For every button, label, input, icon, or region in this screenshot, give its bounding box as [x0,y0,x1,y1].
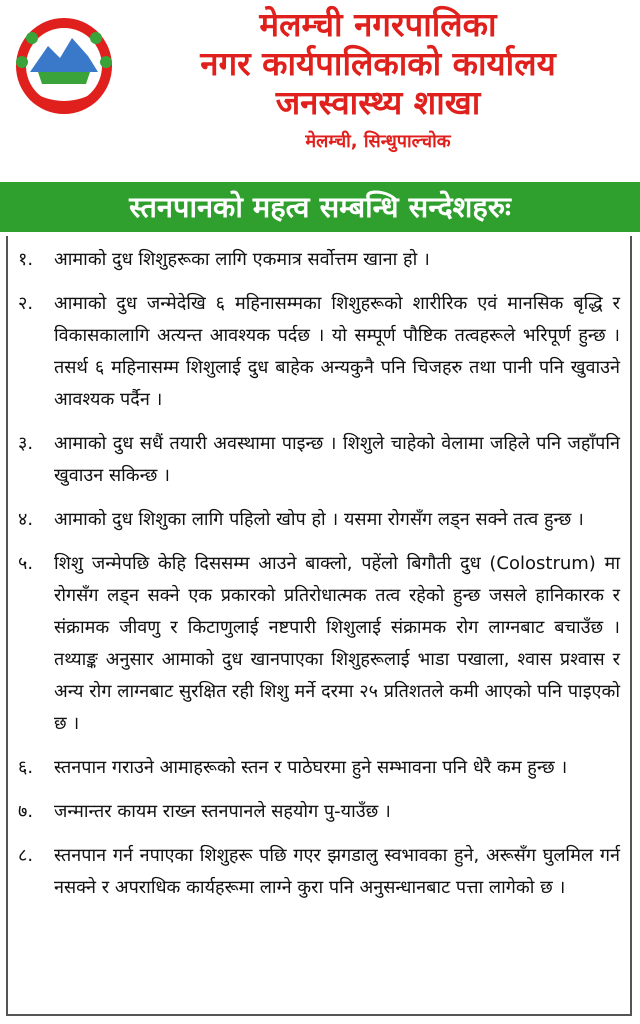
message-text: आमाको दुध जन्मेदेखि ६ महिनासम्मका शिशुहरूको शारीरिक एवं मानसिक बृद्धि र विकासकालागि अत्यन्त आवश्यक पर्दछ । यो सम्पूर्ण पौष्टिक तत्वहरूले भरिपूर्ण हुन्छ । तसर्थ ६ महिनासम्म शिशुलाई दुध बाहेक अन्यकुनै पनि चिजहरु तथा पानी पनि खुवाउने आवश्यक पर्दैन । [54,293,620,410]
messages-list [6,236,632,1016]
message-item [18,288,620,416]
office-title-block [118,6,638,153]
message-number: ८. [18,845,34,866]
location: मेलम्ची, सिन्धुपाल्चोक [305,130,451,152]
nepal-emblem-icon [8,10,120,122]
message-number: १. [18,249,34,270]
message-number: ३. [18,433,34,454]
message-number: ७. [18,801,34,822]
message-text: जन्मान्तर कायम राख्न स्तनपानले सहयोग पु-याउँछ । [54,801,391,822]
message-item [18,840,620,904]
message-text: स्तनपान गराउने आमाहरूको स्तन र पाठेघरमा हुने सम्भावना पनि धेरै कम हुन्छ । [54,757,568,778]
header [0,0,640,178]
municipality-name: मेलम्ची नगरपालिका [259,5,497,44]
office-name: नगर कार्यपालिकाको कार्यालय [200,43,556,83]
message-item [18,428,620,492]
message-item [18,752,620,784]
message-number: २. [18,293,34,314]
message-item [18,548,620,740]
section-name: जनस्वास्थ्य शाखा [275,82,481,122]
message-text: आमाको दुध शिशुहरूका लागि एकमात्र सर्वोत्तम खाना हो । [54,249,430,270]
message-item [18,504,620,536]
message-text: शिशु जन्मेपछि केहि दिससम्म आउने बाक्लो, पहेंलो बिगौती दुध (Colostrum) मा रोगसँग लड्न सक्ने एक प्रकारको प्रतिरोधात्मक तत्व रहेको हुन्छ जसले हानिकारक र संक्रामक जीवणु र किटाणुलाई नष्टपारी शिशुलाई संक्रामक रोग लाग्नबाट बचाउँछ । तथ्याङ्क अनुसार आमाको दुध खानपाएका शिशुहरूलाई भाडा पखाला, श्वास प्रश्वास र अन्य रोग लाग्नबाट सुरक्षित रही शिशु मर्ने दरमा २५ प्रतिशतले कमी आएको पनि पाइएको छ । [54,553,620,734]
message-number: ५. [18,553,34,574]
messages-banner: स्तनपानको महत्व सम्बन्धि सन्देशहरुः [0,182,640,232]
message-text: आमाको दुध शिशुका लागि पहिलो खोप हो । यसमा रोगसँग लड्न सक्ने तत्व हुन्छ । [54,509,584,530]
message-item [18,796,620,828]
message-number: ६. [18,757,34,778]
message-item [18,244,620,276]
message-text: स्तनपान गर्न नपाएका शिशुहरू पछि गएर झगडालु स्वभावका हुने, अरूसँग घुलमिल गर्न नसक्ने र अपराधिक कार्यहरूमा लाग्ने कुरा पनि अनुसन्धानबाट पत्ता लागेको छ । [54,845,620,898]
message-number: ४. [18,509,34,530]
message-text: आमाको दुध सधैं तयारी अवस्थामा पाइन्छ । शिशुले चाहेको वेलामा जहिले पनि जहाँपनि खुवाउन सकिन्छ । [54,433,620,486]
